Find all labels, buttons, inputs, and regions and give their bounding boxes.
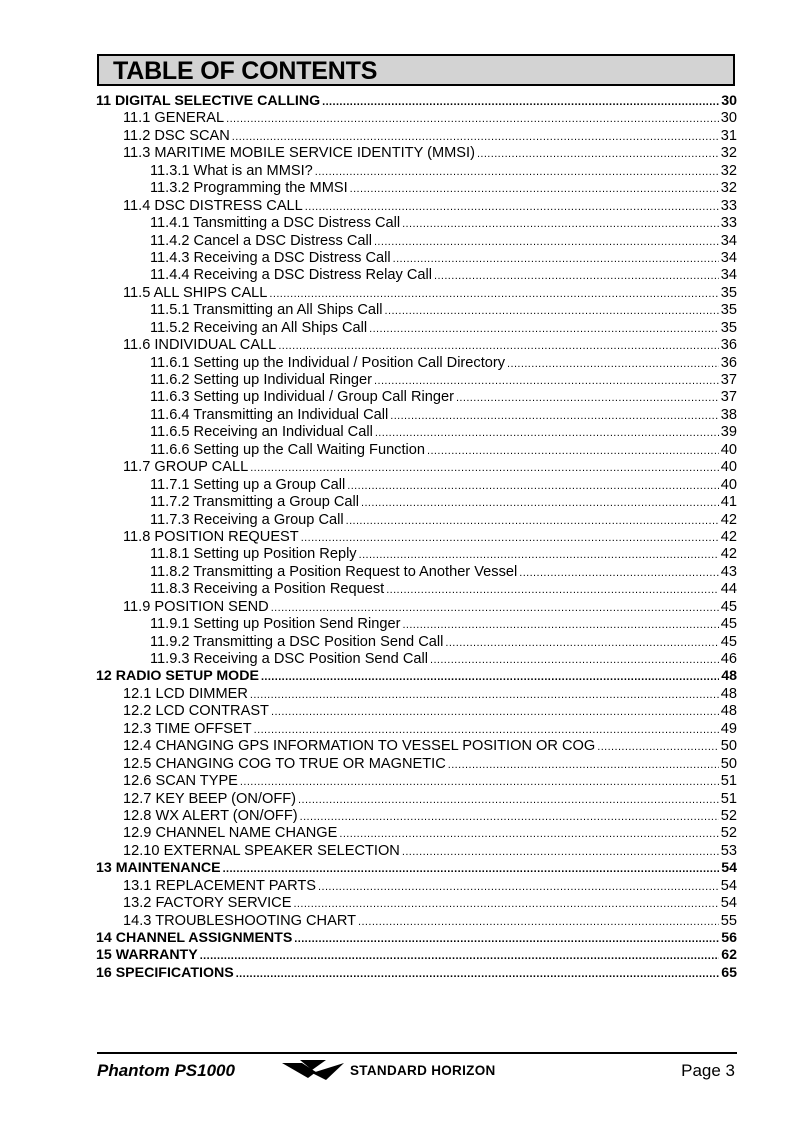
toc-entry-title: 11.4.4 Receiving a DSC Distress Relay Call (150, 267, 432, 284)
toc-entry[interactable] (96, 372, 737, 389)
toc-entry[interactable] (96, 180, 737, 197)
dot-leader (278, 338, 718, 355)
dot-leader (393, 251, 719, 268)
toc-entry-title: 11.3 MARITIME MOBILE SERVICE IDENTITY (MMSI) (123, 145, 475, 162)
toc-entry[interactable] (96, 947, 737, 964)
dot-leader (261, 669, 719, 686)
toc-entry[interactable] (96, 703, 737, 720)
toc-entry-title: 11.6.2 Setting up Individual Ringer (150, 372, 373, 388)
toc-entry-page: 40 (720, 476, 737, 493)
toc-entry-page: 35 (720, 319, 737, 336)
toc-entry-title: 11.1 GENERAL (123, 110, 225, 127)
toc-entry[interactable] (96, 930, 737, 947)
toc-entry[interactable] (96, 878, 737, 895)
toc-entry-title: 12.8 WX ALERT (ON/OFF) (123, 807, 298, 824)
toc-entry-title: 12 RADIO SETUP MODE (96, 668, 259, 685)
toc-entry-page: 42 (720, 511, 737, 528)
toc-entry-page: 48 (721, 668, 737, 685)
toc-entry[interactable] (96, 233, 737, 250)
toc-entry-page: 37 (720, 389, 737, 406)
dot-leader (385, 303, 719, 320)
dot-leader (430, 652, 719, 669)
dot-leader (402, 617, 718, 634)
toc-entry-page: 50 (720, 738, 737, 755)
dot-leader (456, 390, 719, 407)
toc-entry-title: 11.4.2 Cancel a DSC Distress Call (150, 232, 372, 249)
dot-leader (359, 547, 719, 564)
toc-entry-page: 55 (720, 912, 737, 929)
dot-leader (427, 443, 719, 460)
toc-entry-title: 11.8.1 Setting up Position Reply (150, 546, 357, 563)
toc-entry-title: 12.3 TIME OFFSET (123, 720, 252, 737)
toc-entry-title: 11.3.2 Programming the MMSI (150, 180, 348, 197)
toc-entry-title: 12.9 CHANNEL NAME CHANGE (123, 825, 338, 842)
toc-entry-page: 52 (720, 825, 737, 842)
dot-leader (346, 513, 719, 530)
toc-entry-page: 36 (720, 337, 737, 354)
toc-entry-title: 11.6.1 Setting up the Individual / Position Call Directory (150, 354, 506, 371)
toc-entry[interactable] (96, 564, 737, 581)
dot-leader (597, 739, 719, 756)
toc-entry-title: 11.9.2 Transmitting a DSC Position Send Call (150, 633, 444, 650)
toc-entry-page: 38 (720, 406, 737, 423)
toc-entry[interactable] (96, 843, 737, 860)
toc-entry-page: 33 (720, 197, 737, 214)
toc-entry-page: 53 (720, 842, 737, 859)
toc-entry-title: 11.2 DSC SCAN (123, 127, 230, 144)
toc-entry[interactable] (96, 616, 737, 633)
toc-entry-page: 31 (720, 127, 737, 144)
toc-title-box (97, 54, 735, 86)
toc-entry-page: 34 (720, 267, 737, 284)
toc-entry-title: 12.6 SCAN TYPE (123, 773, 238, 790)
dot-leader (301, 530, 719, 547)
toc-entry-title: 11.7.2 Transmitting a Group Call (150, 494, 360, 511)
dot-leader (322, 94, 719, 111)
toc-entry-page: 54 (721, 860, 737, 877)
toc-entry-page: 39 (720, 424, 737, 441)
dot-leader (271, 600, 719, 617)
page-title: TABLE OF CONTENTS (113, 57, 378, 85)
dot-leader (250, 687, 719, 704)
toc-entry-title: 11.9.1 Setting up Position Send Ringer (150, 616, 401, 633)
toc-entry-title: 11.6 INDIVIDUAL CALL (123, 337, 277, 354)
toc-entry-title: 11.4.3 Receiving a DSC Distress Call (150, 249, 391, 266)
page-number: Page 3 (681, 1061, 735, 1080)
toc-entry-title: 13.2 FACTORY SERVICE (123, 895, 292, 912)
dot-leader (226, 111, 719, 128)
standard-horizon-logo-icon (282, 1060, 344, 1080)
toc-entry-page: 30 (721, 93, 737, 109)
toc-entry[interactable] (96, 581, 737, 598)
toc-entry-title: 11.6.6 Setting up the Call Waiting Function (150, 441, 426, 458)
toc-entry[interactable] (96, 407, 737, 424)
footer-brand: STANDARD HORIZON (350, 1063, 496, 1078)
toc-entry-title: 13.1 REPLACEMENT PARTS (123, 877, 317, 894)
toc-entry-title: 11.6.4 Transmitting an Individual Call (150, 406, 389, 423)
dot-leader (477, 146, 719, 163)
toc-entry-page: 51 (720, 790, 737, 807)
dot-leader (315, 164, 719, 181)
dot-leader (318, 879, 719, 896)
toc-entry[interactable] (96, 529, 737, 546)
toc-entry-page: 48 (720, 703, 737, 720)
dot-leader (269, 286, 718, 303)
toc-entry[interactable] (96, 128, 737, 145)
dot-leader (294, 931, 719, 948)
toc-entry-page: 42 (720, 528, 737, 545)
toc-entry[interactable] (96, 267, 737, 284)
toc-entry-page: 54 (720, 895, 737, 912)
toc-entry-page: 32 (720, 145, 737, 162)
toc-entry-title: 11.5.2 Receiving an All Ships Call (150, 319, 368, 336)
toc-entry[interactable] (96, 302, 737, 319)
toc-entry-page: 42 (720, 546, 737, 563)
dot-leader (374, 234, 719, 251)
toc-entry[interactable] (96, 442, 737, 459)
toc-entry-title: 12.4 CHANGING GPS INFORMATION TO VESSEL POSITION OR COG (123, 738, 596, 755)
toc-entry-page: 36 (720, 354, 737, 371)
toc-entry-title: 11.8 POSITION REQUEST (123, 528, 299, 545)
dot-leader (434, 268, 719, 285)
dot-leader (369, 321, 719, 338)
footer-divider (97, 1052, 737, 1054)
toc-entry-page: 34 (720, 232, 737, 249)
toc-entry[interactable] (96, 808, 737, 825)
toc-entry-title: 11.6.5 Receiving an Individual Call (150, 424, 373, 441)
dot-leader (375, 425, 719, 442)
toc-entry[interactable] (96, 93, 737, 110)
dot-leader (293, 896, 718, 913)
toc-entry[interactable] (96, 320, 737, 337)
dot-leader (358, 914, 719, 931)
toc-entry-page: 49 (720, 720, 737, 737)
toc-entry[interactable] (96, 791, 737, 808)
toc-entry[interactable] (96, 721, 737, 738)
toc-entry-page: 51 (720, 773, 737, 790)
toc-entry-title: 12.5 CHANGING COG TO TRUE OR MAGNETIC (123, 755, 446, 772)
toc-entry-title: 11.9.3 Receiving a DSC Position Send Call (150, 651, 428, 667)
toc-entry[interactable] (96, 477, 737, 494)
toc-entry-title: 14.3 TROUBLESHOOTING CHART (123, 912, 357, 929)
toc-entry[interactable] (96, 686, 737, 703)
toc-entry[interactable] (96, 599, 737, 616)
dot-leader (232, 129, 719, 146)
dot-leader (448, 757, 719, 774)
toc-entry-title: 11.3.1 What is an MMSI? (150, 162, 313, 179)
toc-entry-title: 13 MAINTENANCE (96, 860, 221, 877)
footer-model: Phantom PS1000 (97, 1061, 235, 1080)
dot-leader (339, 826, 718, 843)
toc-entry-title: 11 DIGITAL SELECTIVE CALLING (96, 93, 321, 109)
dot-leader (350, 181, 719, 198)
toc-entry[interactable] (96, 285, 737, 302)
toc-entry[interactable] (96, 198, 737, 215)
toc-entry-page: 46 (720, 651, 737, 667)
dot-leader (347, 478, 719, 495)
toc-list (96, 93, 737, 982)
toc-entry[interactable] (96, 494, 737, 511)
dot-leader (300, 809, 719, 826)
toc-entry-page: 33 (720, 215, 737, 232)
toc-entry-page: 35 (720, 284, 737, 301)
toc-entry[interactable] (96, 668, 737, 685)
toc-entry-page: 56 (721, 930, 737, 946)
dot-leader (240, 774, 719, 791)
toc-entry-title: 11.4 DSC DISTRESS CALL (123, 197, 303, 214)
toc-entry-page: 35 (720, 302, 737, 319)
toc-entry-title: 15 WARRANTY (96, 947, 198, 964)
toc-entry[interactable] (96, 634, 737, 651)
toc-entry[interactable] (96, 163, 737, 180)
toc-entry-title: 11.8.2 Transmitting a Position Request to Another Vessel (150, 563, 518, 580)
toc-entry[interactable] (96, 215, 737, 232)
toc-entry[interactable] (96, 110, 737, 127)
dot-leader (361, 495, 719, 512)
toc-entry-title: 11.4.1 Tansmitting a DSC Distress Call (150, 215, 401, 232)
toc-entry[interactable] (96, 773, 737, 790)
toc-entry[interactable] (96, 546, 737, 563)
toc-entry[interactable] (96, 389, 737, 406)
toc-entry-page: 65 (721, 964, 737, 981)
toc-entry-page: 34 (720, 249, 737, 266)
toc-entry-title: 12.1 LCD DIMMER (123, 685, 248, 702)
dot-leader (298, 792, 719, 809)
toc-entry-page: 32 (720, 180, 737, 197)
toc-entry-page: 37 (720, 372, 737, 388)
toc-entry-title: 11.5.1 Transmitting an All Ships Call (150, 302, 383, 319)
toc-entry[interactable] (96, 355, 737, 372)
toc-entry-title: 11.8.3 Receiving a Position Request (150, 581, 385, 598)
toc-entry[interactable] (96, 145, 737, 162)
toc-entry[interactable] (96, 965, 737, 982)
toc-entry-page: 40 (720, 441, 737, 458)
toc-entry[interactable] (96, 651, 737, 668)
toc-entry[interactable] (96, 337, 737, 354)
dot-leader (200, 948, 720, 965)
dot-leader (402, 216, 719, 233)
toc-entry-title: 11.9 POSITION SEND (123, 598, 269, 615)
toc-entry-title: 14 CHANNEL ASSIGNMENTS (96, 930, 293, 946)
toc-entry[interactable] (96, 512, 737, 529)
toc-entry-title: 12.7 KEY BEEP (ON/OFF) (123, 790, 297, 807)
toc-entry-title: 11.6.3 Setting up Individual / Group Call Ringer (150, 389, 454, 406)
toc-entry[interactable] (96, 424, 737, 441)
toc-entry-page: 48 (720, 685, 737, 702)
toc-entry-title: 11.7.1 Setting up a Group Call (150, 476, 346, 493)
toc-entry[interactable] (96, 250, 737, 267)
dot-leader (271, 704, 719, 721)
toc-entry[interactable] (96, 756, 737, 773)
toc-entry-page: 41 (720, 494, 737, 511)
dot-leader (519, 565, 719, 582)
toc-entry[interactable] (96, 459, 737, 476)
toc-entry-title: 11.7 GROUP CALL (123, 459, 249, 476)
toc-entry[interactable] (96, 895, 737, 912)
dot-leader (254, 722, 719, 739)
toc-entry-page: 44 (720, 581, 737, 598)
dot-leader (223, 861, 720, 878)
dot-leader (390, 408, 719, 425)
toc-entry[interactable] (96, 913, 737, 930)
toc-entry-title: 11.7.3 Receiving a Group Call (150, 511, 344, 528)
dot-leader (305, 199, 719, 216)
dot-leader (445, 635, 718, 652)
toc-entry-page: 45 (720, 598, 737, 615)
dot-leader (507, 356, 719, 373)
toc-entry-page: 40 (720, 459, 737, 476)
toc-entry-page: 50 (720, 755, 737, 772)
toc-entry[interactable] (96, 738, 737, 755)
toc-entry-page: 45 (720, 633, 737, 650)
toc-entry-page: 54 (720, 877, 737, 894)
dot-leader (236, 966, 720, 983)
toc-entry-page: 30 (720, 110, 737, 127)
toc-entry-title: 12.2 LCD CONTRAST (123, 703, 269, 720)
dot-leader (402, 844, 719, 861)
toc-entry-title: 11.5 ALL SHIPS CALL (123, 284, 268, 301)
toc-entry-page: 45 (720, 616, 737, 633)
toc-entry-page: 43 (720, 563, 737, 580)
toc-entry-page: 62 (721, 947, 737, 964)
dot-leader (386, 582, 719, 599)
dot-leader (374, 373, 719, 390)
toc-entry-title: 12.10 EXTERNAL SPEAKER SELECTION (123, 842, 400, 859)
toc-entry-page: 52 (720, 807, 737, 824)
toc-entry-title: 16 SPECIFICATIONS (96, 964, 234, 981)
toc-entry[interactable] (96, 860, 737, 877)
toc-entry-page: 32 (720, 162, 737, 179)
toc-entry[interactable] (96, 825, 737, 842)
dot-leader (250, 460, 719, 477)
